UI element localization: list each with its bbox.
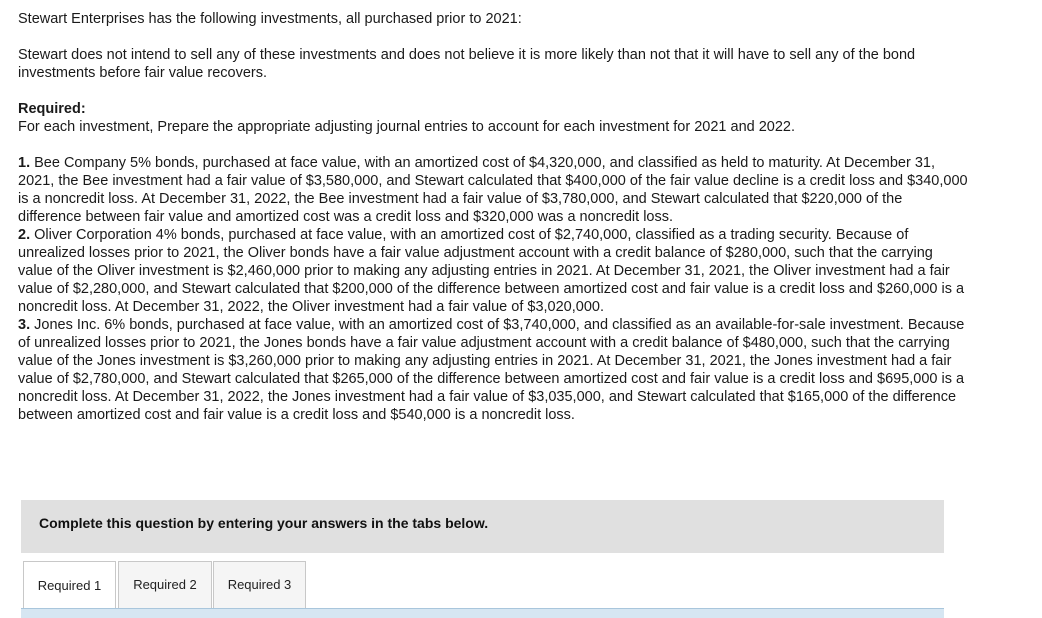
- investment-text: Oliver Corporation 4% bonds, purchased at face value, with an amortized cost of $2,740,000, classified as a trading security. Because of unrealized losses prior to 2021, the Oliver bonds have a fair value adjustment account with a credit balance of $280,000, such that the carrying value of the Oliver investment is $2,460,000 prior to making any adjusting entries in 2021. At December 31, 2021, the Oliver investment had a fair value of $2,280,000, and Stewart calculated that $200,000 of the difference between amortized cost and fair value is a credit loss and $260,000 is a noncredit loss. At December 31, 2022, the Oliver investment had a fair value of $3,020,000.: [18, 227, 965, 315]
- intent-text: Stewart does not intend to sell any of these investments and does not believe it is more likely than not that it will have to sell any of the bond investments before fair value recovers.: [18, 47, 916, 81]
- investment-item: [18, 154, 968, 226]
- required-heading: Required:: [18, 101, 86, 117]
- tab-required-3[interactable]: Required 3: [213, 561, 306, 609]
- tab-required-1[interactable]: Required 1: [23, 561, 116, 610]
- investment-text: Jones Inc. 6% bonds, purchased at face value, with an amortized cost of $3,740,000, and classified as an available-for-sale investment. Because of unrealized losses prior to 2021, the Jones bonds have a fair value adjustment account with a credit balance of $480,000, such that the carrying value of the Jones investment is $3,260,000 prior to making any adjusting entries in 2021. At December 31, 2021, the Jones investment had a fair value of $2,780,000, and Stewart calculated that $265,000 of the difference between amortized cost and fair value is a credit loss and $695,000 is a noncredit loss. At December 31, 2022, the Jones investment had a fair value of $3,035,000, and Stewart calculated that $165,000 of the difference between amortized cost and fair value is a credit loss and $540,000 is a noncredit loss.: [18, 317, 965, 423]
- problem-text: [18, 10, 968, 424]
- tab-required-2[interactable]: Required 2: [118, 561, 212, 609]
- intro-text: Stewart Enterprises has the following investments, all purchased prior to 2021:: [18, 11, 522, 27]
- investment-number: 3.: [18, 317, 31, 333]
- banner-text: Complete this question by entering your answers in the tabs below.: [39, 515, 489, 531]
- investment-number: 1.: [18, 155, 31, 171]
- investment-text: Bee Company 5% bonds, purchased at face value, with an amortized cost of $4,320,000, and classified as held to maturity. At December 31, 2021, the Bee investment had a fair value of $3,580,000, and Stewart calculated that $400,000 of the fair value decline is a credit loss and $340,000 is a noncredit loss. At December 31, 2022, the Bee investment had a fair value of $3,780,000, and Stewart calculated that $220,000 of the difference between fair value and amortized cost was a credit loss and $320,000 was a noncredit loss.: [18, 155, 968, 225]
- investment-number: 2.: [18, 227, 31, 243]
- investment-item: [18, 226, 968, 316]
- instruction-banner: [21, 500, 944, 553]
- tab-content-top-bar: [21, 608, 944, 618]
- investment-item: [18, 316, 968, 424]
- required-text: For each investment, Prepare the appropriate adjusting journal entries to account for each investment for 2021 and 2022.: [18, 119, 796, 135]
